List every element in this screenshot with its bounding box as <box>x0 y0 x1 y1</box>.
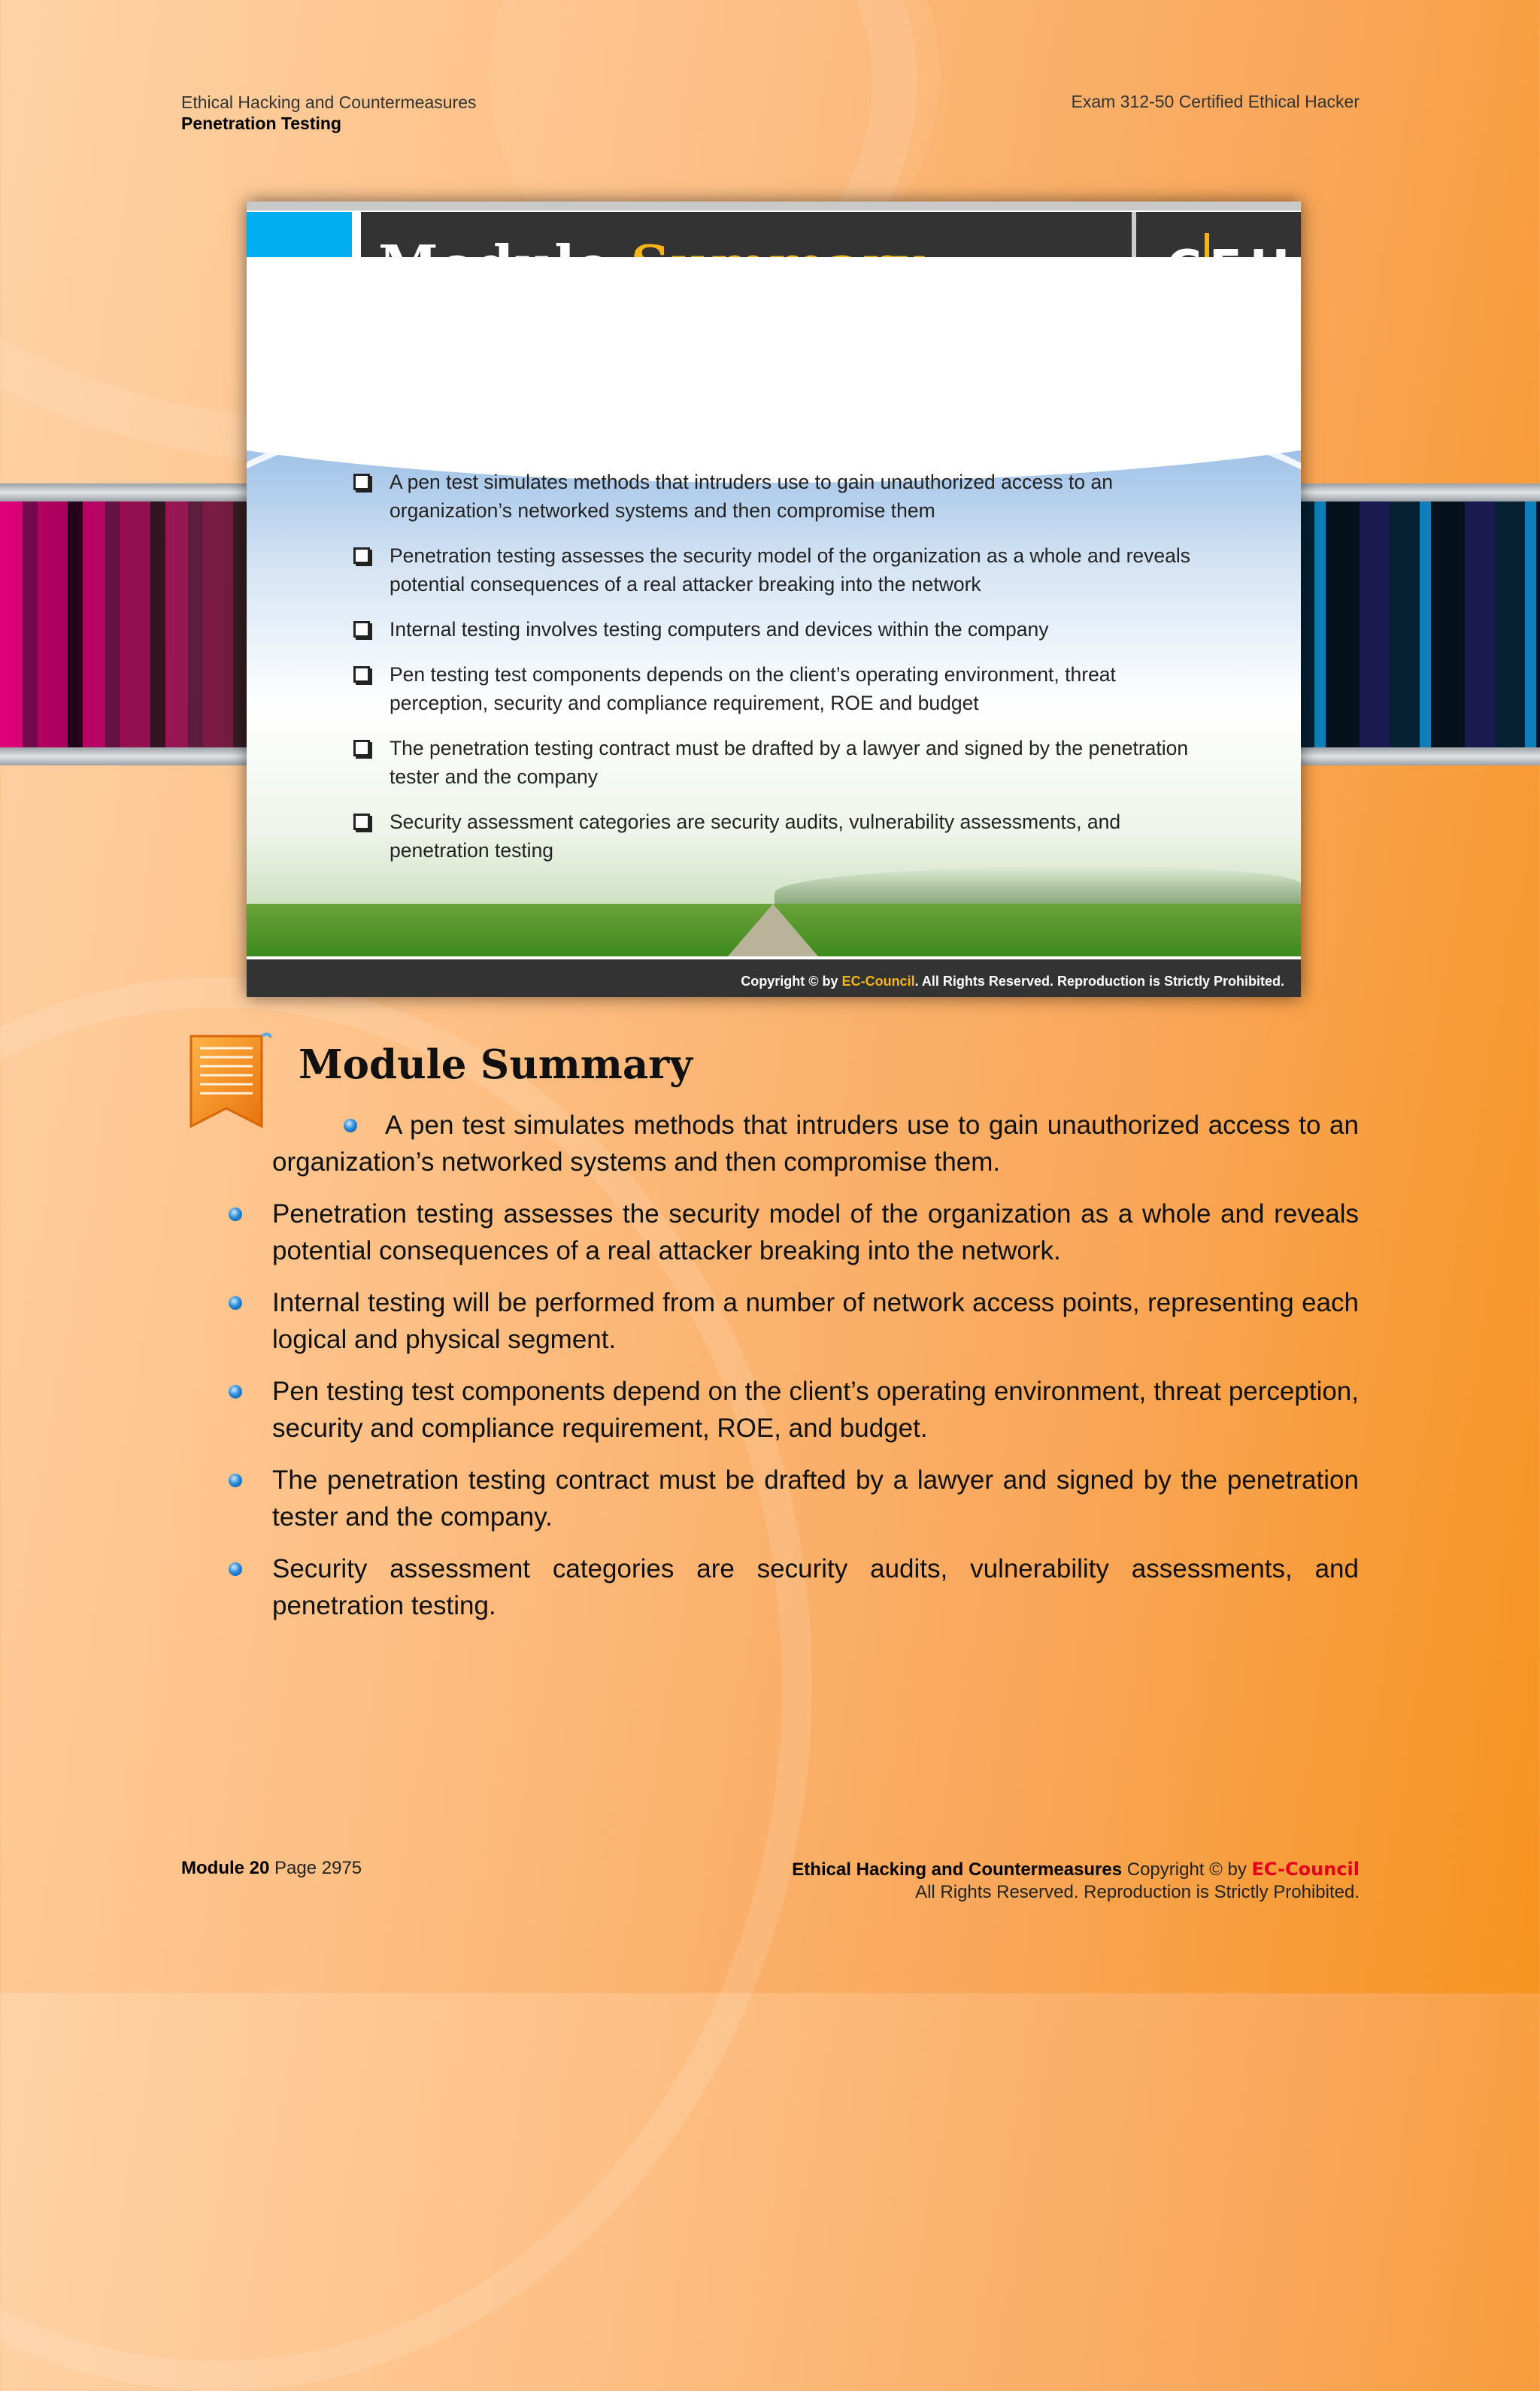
section-title: Module Summary <box>299 1041 693 1088</box>
bullet-dot-icon <box>229 1208 242 1221</box>
slide-road <box>728 904 818 956</box>
course-title: Ethical Hacking and Countermeasures <box>181 92 477 112</box>
checkbox-bullet-icon <box>353 547 370 564</box>
summary-list <box>272 1107 1359 1639</box>
checkbox-bullet-icon <box>353 621 370 638</box>
band-pink-shade <box>0 502 256 747</box>
page-footer-right <box>792 1858 1360 1904</box>
list-item: Pen testing test components depends on the client’s operating environment, threat perception, security and compliance requirement, ROE and budget <box>352 660 1217 717</box>
page-header-left <box>181 92 476 134</box>
module-name: Penetration Testing <box>181 114 341 133</box>
checkbox-bullet-icon <box>353 740 370 756</box>
slide-bullet-list <box>352 468 1217 881</box>
bullet-dot-icon <box>229 1385 242 1399</box>
list-item: Penetration testing assesses the security model of the organization as a whole and reveals potential consequences of a real attacker breaking into the network <box>352 541 1217 599</box>
slide-footer <box>247 959 1301 997</box>
checkbox-bullet-icon <box>353 814 370 830</box>
list-item: Security assessment categories are security audits, vulnerability assessments, and penetration testing <box>352 808 1217 865</box>
list-item: Penetration testing assesses the security model of the organization as a whole and reveals potential consequences of a real attacker breaking into the network. <box>272 1196 1359 1269</box>
footer-course: Ethical Hacking and Countermeasures <box>792 1859 1123 1880</box>
slide-brand: EC-Council <box>841 974 915 989</box>
footer-rights: All Rights Reserved. Reproduction is Strictly Prohibited. <box>915 1882 1360 1902</box>
list-item: Pen testing test components depend on the client’s operating environment, threat perception, security and compliance requirement, ROE, and budget. <box>272 1373 1359 1447</box>
slide-image <box>247 202 1301 997</box>
band-blue-stripes <box>1284 502 1540 747</box>
module-number: Module 20 <box>181 1858 270 1878</box>
list-item: A pen test simulates methods that intruders use to gain unauthorized access to an organization’s networked systems and then compromise them. <box>272 1111 1359 1177</box>
list-item: A pen test simulates methods that intruders use to gain unauthorized access to an organization’s networked systems and then compromise them <box>352 468 1217 525</box>
list-item: The penetration testing contract must be drafted by a lawyer and signed by the penetration tester and the company. <box>272 1462 1359 1535</box>
footer-copyright: Copyright © by <box>1126 1859 1247 1880</box>
list-item: Internal testing will be performed from a number of network access points, representing each logical and physical segment. <box>272 1284 1359 1358</box>
list-item: The penetration testing contract must be drafted by a lawyer and signed by the penetration tester and the company <box>352 734 1217 791</box>
checkbox-bullet-icon <box>353 474 370 490</box>
slide-top-strip <box>247 202 1301 211</box>
bullet-dot-icon <box>344 1119 357 1132</box>
list-item: Security assessment categories are security audits, vulnerability assessments, and penetration testing. <box>272 1550 1359 1624</box>
book-icon <box>186 1030 274 1131</box>
bullet-dot-icon <box>229 1296 242 1310</box>
bullet-dot-icon <box>229 1562 242 1576</box>
page-number: Page 2975 <box>274 1858 362 1878</box>
slide-copyright: Copyright © by EC-Council. All Rights Reserved. Reproduction is Strictly Prohibited. <box>741 974 1284 989</box>
checkbox-bullet-icon <box>353 666 370 683</box>
exam-title: Exam 312-50 Certified Ethical Hacker <box>1071 92 1360 111</box>
list-item: Internal testing involves testing computers and devices within the company <box>352 615 1217 644</box>
page-footer-left <box>181 1858 362 1879</box>
bullet-dot-icon <box>229 1474 242 1487</box>
footer-brand: EC-Council <box>1251 1859 1360 1880</box>
